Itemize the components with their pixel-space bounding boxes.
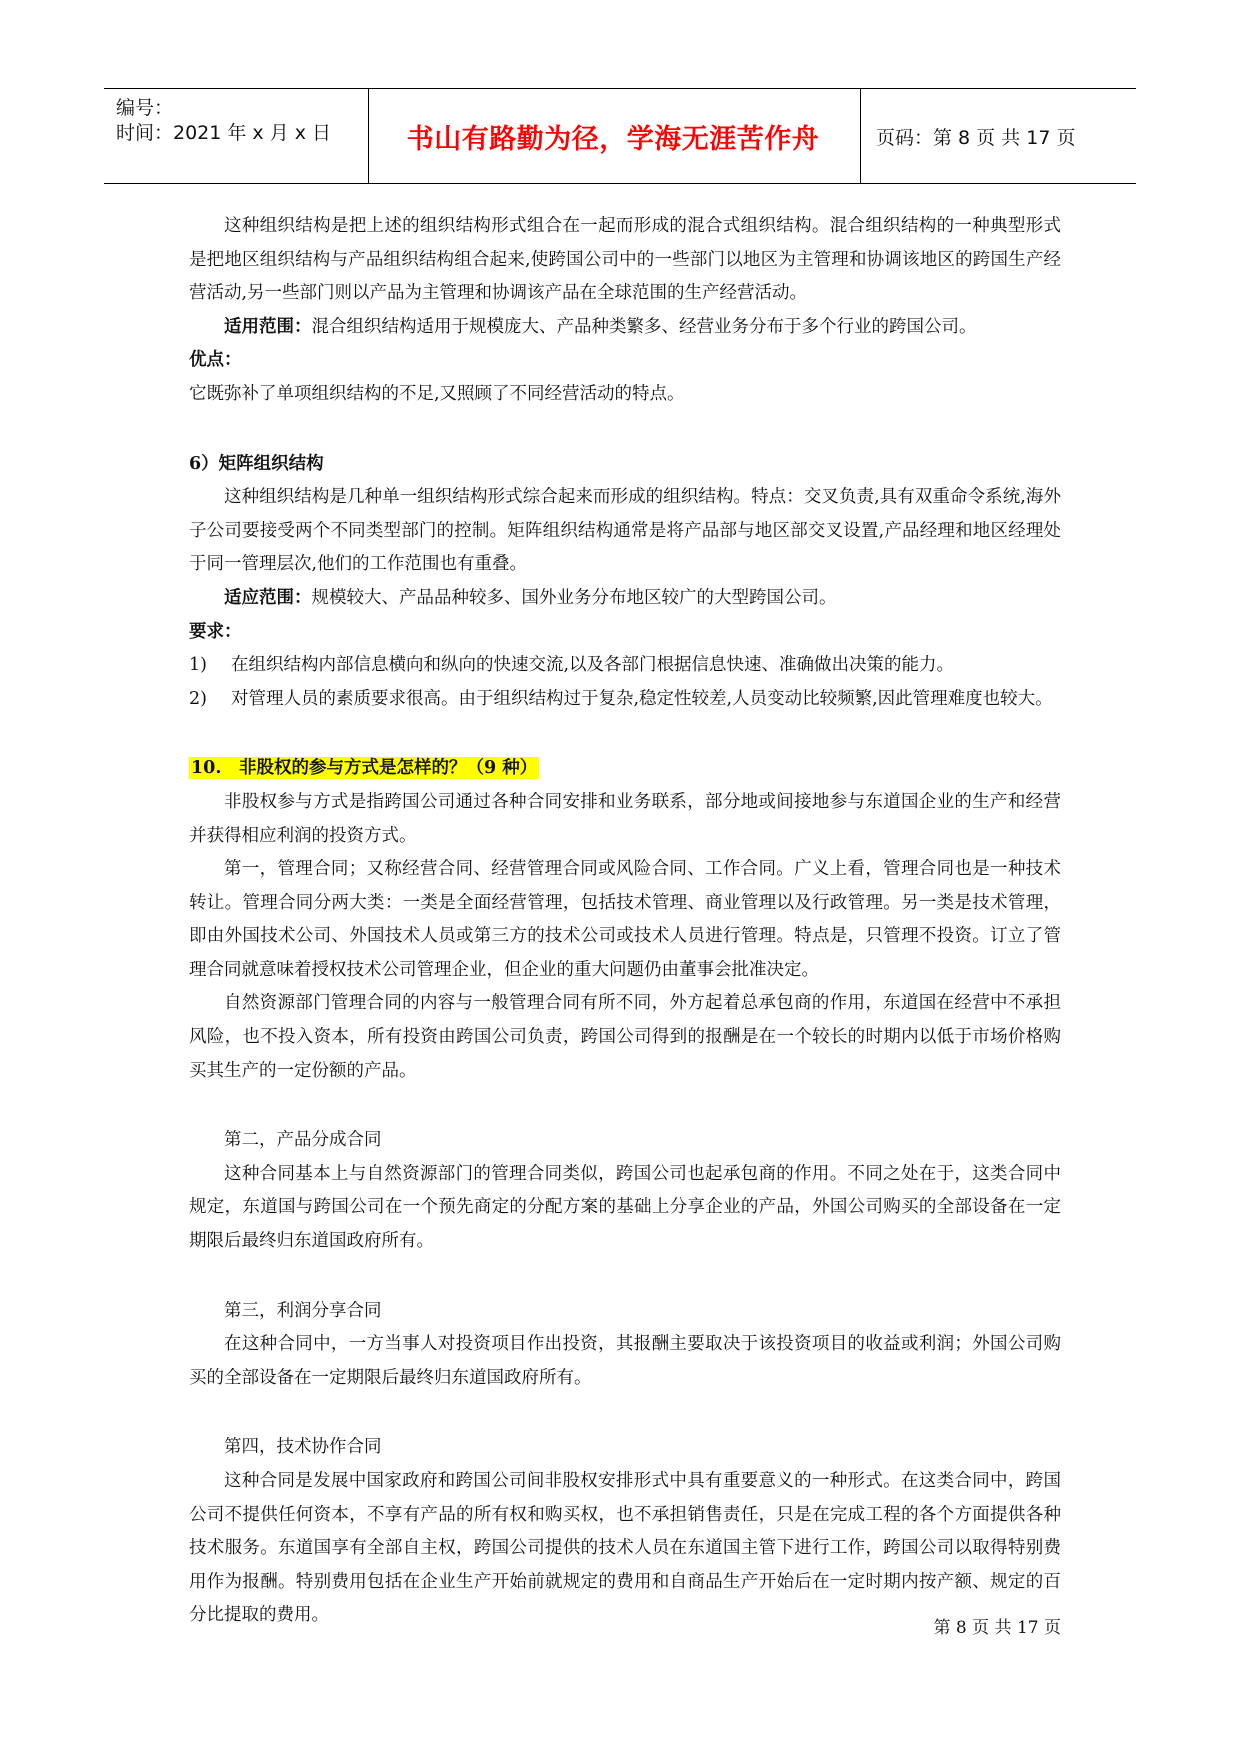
technical-cooperation-title: 第四，技术协作合同 (224, 1437, 382, 1458)
mixed-structure-paragraph: 这种组织结构是把上述的组织结构形式组合在一起而形成的混合式组织结构。混合组织结构的一种典型形式是把地区组织结构与产品组织结构组合起来,使跨国公司中的一些部门以地区为主管理和协调该地区的跨国生产经营活动,另一些部门则以产品为主管理和协调该产品在全球范围的生产经营活动。 (189, 216, 1061, 304)
requirement-item (189, 683, 1061, 717)
profit-sharing-paragraph: 在这种合同中，一方当事人对投资项目作出投资，其报酬主要取决于该投资项目的收益或利润；外国公司购买的全部设备在一定期限后最终归东道国政府所有。 (189, 1334, 1061, 1388)
header-right-cell (860, 89, 1152, 183)
matrix-scope-paragraph (189, 582, 1061, 616)
page-header (104, 88, 1136, 184)
question-10-heading-line (189, 752, 1061, 786)
page-footer: 第 8 页 共 17 页 (933, 1618, 1061, 1638)
product-sharing-title: 第二，产品分成合同 (224, 1130, 382, 1151)
requirement-text: 在组织结构内部信息横向和纵向的快速交流,以及各部门根据信息快速、准确做出决策的能力。 (231, 655, 955, 676)
section-gap (189, 716, 1061, 752)
document-time-label: 时间：2021 年 x 月 x 日 (116, 122, 332, 144)
advantages-label: 优点： (189, 350, 242, 371)
matrix-scope-label: 适应范围： (224, 587, 312, 608)
section-gap (189, 412, 1061, 448)
section-gap (189, 1088, 1061, 1124)
matrix-paragraph: 这种组织结构是几种单一组织结构形式综合起来而形成的组织结构。特点：交叉负责,具有双重命令系统,海外子公司要接受两个不同类型部门的控制。矩阵组织结构通常是将产品部与地区部交叉设置,产品经理和地区经理处于同一管理层次,他们的工作范围也有重叠。 (189, 487, 1061, 575)
question-10-heading: 10. 非股权的参与方式是怎样的？（9 种） (191, 758, 538, 779)
header-motto: 书山有路勤为径，学海无涯苦作舟 (406, 123, 820, 155)
requirements-label: 要求： (189, 621, 242, 642)
header-center-cell (368, 89, 858, 183)
header-left-cell (116, 89, 368, 183)
non-equity-intro: 非股权参与方式是指跨国公司通过各种合同安排和业务联系，部分地或间接地参与东道国企业的生产和经营并获得相应利润的投资方式。 (189, 791, 1061, 846)
requirement-number: 1) (189, 655, 207, 676)
mixed-scope-paragraph (189, 311, 1061, 345)
mixed-scope-text: 混合组织结构适用于规模庞大、产品种类繁多、经营业务分布于多个行业的跨国公司。 (311, 316, 977, 337)
section-gap (189, 1395, 1061, 1431)
management-contract-paragraph: 第一，管理合同；又称经营合同、经营管理合同或风险合同、工作合同。广义上看，管理合同也是一种技术转让。管理合同分两大类：一类是全面经营管理，包括技术管理、商业管理以及行政管理。另一类是技术管理，即由外国技术公司、外国技术人员或第三方的技术公司或技术人员进行管理。特点是，只管理不投资。订立了管理合同就意味着授权技术公司管理企业，但企业的重大问题仍由董事会批准决定。 (189, 859, 1061, 980)
natural-resource-contract-paragraph: 自然资源部门管理合同的内容与一般管理合同有所不同，外方起着总承包商的作用，东道国在经营中不承担风险，也不投入资本，所有投资由跨国公司负责，跨国公司得到的报酬是在一个较长的时期内以低于市场价格购买其生产的一定份额的产品。 (189, 993, 1061, 1081)
advantages-text: 它既弥补了单项组织结构的不足,又照顾了不同经营活动的特点。 (189, 383, 685, 404)
requirement-number: 2) (189, 688, 207, 709)
mixed-scope-label: 适用范围： (224, 316, 312, 337)
header-page-info: 页码：第 8 页 共 17 页 (876, 126, 1076, 149)
document-body (189, 210, 1061, 1633)
profit-sharing-title: 第三，利润分享合同 (224, 1300, 382, 1321)
product-sharing-paragraph: 这种合同基本上与自然资源部门的管理合同类似，跨国公司也起承包商的作用。不同之处在于，这类合同中规定，东道国与跨国公司在一个预先商定的分配方案的基础上分享企业的产品，外国公司购买的全部设备在一定期限后最终归东道国政府所有。 (189, 1163, 1061, 1252)
matrix-heading: 6）矩阵组织结构 (189, 453, 324, 474)
section-gap (189, 1259, 1061, 1295)
technical-cooperation-paragraph: 这种合同是发展中国家政府和跨国公司间非股权安排形式中具有重要意义的一种形式。在这类合同中，跨国公司不提供任何资本，不享有产品的所有权和购买权，也不承担销售责任，只是在完成工程的各个方面提供各种技术服务。东道国享有全部自主权，跨国公司提供的技术人员在东道国主管下进行工作，跨国公司以取得特别费用作为报酬。特别费用包括在企业生产开始前就规定的费用和自商品生产开始后在一定时期内按产额、规定的百分比提取的费用。 (189, 1471, 1061, 1626)
document-number-label: 编号： (116, 97, 174, 119)
matrix-scope-text: 规模较大、产品品种较多、国外业务分布地区较广的大型跨国公司。 (311, 587, 837, 608)
requirement-item (189, 649, 1061, 683)
requirement-text: 对管理人员的素质要求很高。由于组织结构过于复杂,稳定性较差,人员变动比较频繁,因此管理难度也较大。 (231, 688, 1053, 709)
